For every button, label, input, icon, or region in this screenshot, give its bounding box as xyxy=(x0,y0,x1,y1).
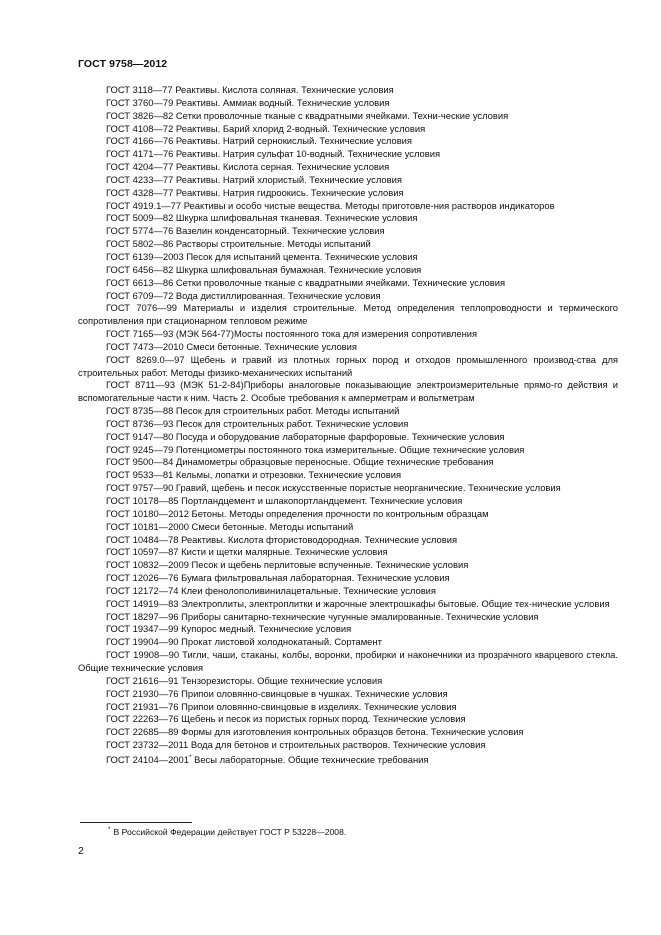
standard-title: Песок для испытаний цемента. Технические условия xyxy=(183,250,418,262)
reference-entry xyxy=(78,482,618,495)
reference-entry xyxy=(78,713,618,726)
standard-number: ГОСТ 12172—74 xyxy=(106,584,179,596)
reference-entry xyxy=(78,508,618,521)
standard-title: Динамометры образцовые переносные. Общие технические требования xyxy=(173,456,494,468)
standard-title: Смеси бетонные. Технические условия xyxy=(183,340,357,352)
reference-entry xyxy=(78,161,618,174)
standard-title: Тензорезисторы. Общие технические условия xyxy=(178,674,383,686)
standard-number: ГОСТ 9245—79 xyxy=(106,443,174,455)
standard-number: ГОСТ 19904—90 xyxy=(106,636,179,648)
reference-entry xyxy=(78,84,618,97)
standard-title: Смеси бетонные. Методы испытаний xyxy=(188,520,354,532)
standard-title: Бетоны. Методы определения прочности по контрольным образцам xyxy=(188,507,489,519)
standard-title: Реактивы. Натрий сернокислый. Технические условия xyxy=(173,135,412,147)
standard-number: ГОСТ 23732—2011 xyxy=(106,739,189,751)
standard-number: ГОСТ 22685—89 xyxy=(106,726,179,738)
standard-number: ГОСТ 18297—96 xyxy=(106,610,179,622)
reference-entry xyxy=(78,636,618,649)
standard-title: (МЭК 564-77)Мосты постоянного тока для измерения сопротивления xyxy=(173,328,478,340)
reference-entry xyxy=(78,328,618,341)
reference-entry xyxy=(78,623,618,636)
reference-entry xyxy=(78,585,618,598)
standard-title: Формы для изготовления контрольных образцов бетона. Технические условия xyxy=(178,726,524,738)
standard-title: Щебень и гравий из плотных горных пород и отходов промышленного производ-ства для строительных работ. Методы физико-механических испытаний xyxy=(78,353,618,378)
standard-title: Купорос медный. Технические условия xyxy=(178,623,352,635)
standard-number: ГОСТ 10180—2012 xyxy=(106,507,189,519)
footnote-divider xyxy=(80,822,192,823)
standard-number: ГОСТ 4108—72 xyxy=(106,122,174,134)
standard-number: ГОСТ 5774—76 xyxy=(106,225,174,237)
standard-title: Реактивы. Натрия сульфат 10-водный. Технические условия xyxy=(173,148,441,160)
reference-entry xyxy=(78,110,618,123)
standard-number: ГОСТ 7473—2010 xyxy=(106,340,184,352)
standard-number: ГОСТ 10181—2000 xyxy=(106,520,189,532)
standard-number: ГОСТ 9500—84 xyxy=(106,456,174,468)
standard-number: ГОСТ 5009—82 xyxy=(106,212,174,224)
standard-number: ГОСТ 19908—90 xyxy=(106,649,180,661)
reference-entry xyxy=(78,405,618,418)
standard-number: ГОСТ 3118—77 xyxy=(106,84,173,95)
standard-number: ГОСТ 10597—87 xyxy=(106,546,179,558)
standard-title: Реактивы. Кислота фтористоводородная. Технические условия xyxy=(178,533,458,545)
standard-number: ГОСТ 8711—93 xyxy=(106,379,176,391)
reference-entry xyxy=(78,546,618,559)
standard-title: Электроплиты, электроплитки и жарочные электрошкафы бытовые. Общие тех-нические условия xyxy=(178,597,610,609)
standard-number: ГОСТ 10832—2009 xyxy=(106,559,189,571)
standard-number: ГОСТ 8736—93 xyxy=(106,417,174,429)
standard-number: ГОСТ 21930—76 xyxy=(106,687,179,699)
reference-entry xyxy=(78,739,618,752)
standard-title: Реактивы. Аммиак водный. Технические условия xyxy=(173,96,390,108)
standard-number: ГОСТ 22263—76 xyxy=(106,713,179,725)
reference-entry xyxy=(78,418,618,431)
standard-title: Реактивы и особо чистые вещества. Методы приготовле-ния растворов индикаторов xyxy=(181,199,555,211)
standard-number: ГОСТ 4171—76 xyxy=(106,148,174,160)
standard-number: ГОСТ 4328—77 xyxy=(106,186,174,198)
reference-entry xyxy=(78,302,618,328)
standard-number: ГОСТ 9533—81 xyxy=(106,469,174,481)
reference-entry xyxy=(78,354,618,380)
document-header: ГОСТ 9758—2012 xyxy=(78,58,168,70)
standard-title: Вазелин конденсаторный. Технические условия xyxy=(173,225,385,237)
standard-title: Припои оловянно-свинцовые в изделиях. Технические условия xyxy=(178,700,457,712)
reference-entry xyxy=(78,726,618,739)
reference-entry xyxy=(78,123,618,136)
reference-entry xyxy=(78,469,618,482)
standard-number: ГОСТ 6456—82 xyxy=(106,263,174,275)
standard-number: ГОСТ 21616—91 xyxy=(106,674,179,686)
standard-number: ГОСТ 24104—2001 xyxy=(106,753,189,765)
reference-entry xyxy=(78,688,618,701)
standard-number: ГОСТ 10178—85 xyxy=(106,495,179,506)
standard-title: Песок и щебень перлитовые вспученные. Технические условия xyxy=(188,559,469,571)
standard-number: ГОСТ 12026—76 xyxy=(106,572,179,584)
standard-number: ГОСТ 4233—77 xyxy=(106,173,174,185)
standard-title: Реактивы. Кислота соляная. Технические условия xyxy=(172,84,394,95)
standard-title: Кисти и щетки малярные. Технические условия xyxy=(178,546,388,558)
reference-entry xyxy=(78,701,618,714)
standard-title: Растворы строительные. Методы испытаний xyxy=(173,238,371,250)
reference-entry xyxy=(78,277,618,290)
reference-entry xyxy=(78,379,618,405)
standard-number: ГОСТ 14919—83 xyxy=(106,597,179,609)
standard-number: ГОСТ 6139—2003 xyxy=(106,250,184,262)
standard-title: Портландцемент и шлакопортландцемент. Технические условия xyxy=(178,495,463,506)
footnote-reference-mark: * xyxy=(188,753,192,761)
standard-title: Песок для строительных работ. Методы испытаний xyxy=(173,405,400,417)
standard-title: Щебень и песок из пористых горных пород. Технические условия xyxy=(178,713,466,725)
standard-title: Тигли, чаши, стаканы, колбы, воронки, пробирки и наконечники из прозрачного кварцевого стекла. Общие технические условия xyxy=(78,649,618,673)
standard-number: ГОСТ 6709—72 xyxy=(106,289,174,301)
standard-title: Реактивы. Натрий хлористый. Технические условия xyxy=(173,173,402,185)
reference-entry xyxy=(78,456,618,469)
reference-entry xyxy=(78,148,618,161)
standard-number: ГОСТ 3760—79 xyxy=(106,96,174,108)
reference-entry xyxy=(78,264,618,277)
standard-title: Клеи фенолополивинилацетальные. Технические условия xyxy=(178,584,436,596)
references-list xyxy=(78,84,618,767)
standard-title: Вода для бетонов и строительных растворов. Технические условия xyxy=(188,739,486,751)
standard-number: ГОСТ 19347—99 xyxy=(106,623,179,635)
footnote-mark: * xyxy=(108,826,111,833)
reference-entry xyxy=(78,649,618,675)
page-number: 2 xyxy=(78,845,84,857)
standard-number: ГОСТ 4204—77 xyxy=(106,161,174,173)
reference-entry xyxy=(78,238,618,251)
reference-entry xyxy=(78,212,618,225)
standard-title: Весы лабораторные. Общие технические требования xyxy=(191,753,429,765)
standard-number: ГОСТ 10484—78 xyxy=(106,533,179,545)
standard-title: Приборы санитарно-технические чугунные эмалированные. Технические условия xyxy=(178,610,539,622)
standard-number: ГОСТ 5802—86 xyxy=(106,238,174,250)
standard-number: ГОСТ 7076—99 xyxy=(106,302,177,314)
reference-entry xyxy=(78,559,618,572)
standard-title: Гравий, щебень и песок искусственные пористые неорганические. Технические условия xyxy=(173,482,561,494)
reference-entry xyxy=(78,611,618,624)
footnote-text: В Российской Федерации действует ГОСТ Р 53228—2008. xyxy=(113,827,347,837)
reference-entry xyxy=(78,752,618,767)
reference-entry xyxy=(78,534,618,547)
standard-title: Шкурка шлифовальная тканевая. Технические условия xyxy=(173,212,418,224)
standard-number: ГОСТ 8735—88 xyxy=(106,405,174,417)
standard-title: Материалы и изделия строительные. Метод определения теплопроводности и термического сопротивления при стационарном тепловом режиме xyxy=(78,302,618,327)
standard-number: ГОСТ 4919.1—77 xyxy=(106,199,182,211)
standard-number: ГОСТ 9757—90 xyxy=(106,482,174,494)
standard-title: Посуда и оборудование лабораторные фарфоровые. Технические условия xyxy=(173,430,505,442)
standard-title: Реактивы. Натрия гидроокись. Технические условия xyxy=(173,186,404,198)
standard-title: Бумага фильтровальная лабораторная. Технические условия xyxy=(178,572,450,584)
standard-number: ГОСТ 3826—82 xyxy=(106,109,174,121)
standard-number: ГОСТ 21931—76 xyxy=(106,700,179,712)
reference-entry xyxy=(78,225,618,238)
standard-title: Реактивы. Барий хлорид 2-водный. Технические условия xyxy=(173,122,426,134)
footnote xyxy=(108,826,346,837)
reference-entry xyxy=(78,200,618,213)
standard-number: ГОСТ 4166—76 xyxy=(106,135,174,147)
reference-entry xyxy=(78,598,618,611)
standard-title: Прокат листовой холоднокатаный. Сортамент xyxy=(178,636,382,648)
standard-number: ГОСТ 9147—80 xyxy=(106,430,174,442)
standard-title: Реактивы. Кислота серная. Технические условия xyxy=(173,161,390,173)
reference-entry xyxy=(78,174,618,187)
reference-entry xyxy=(78,521,618,534)
reference-entry xyxy=(78,444,618,457)
standard-number: ГОСТ 8269.0—97 xyxy=(106,353,185,365)
reference-entry xyxy=(78,251,618,264)
reference-entry xyxy=(78,675,618,688)
reference-entry xyxy=(78,341,618,354)
standard-title: (МЭК 51-2-84)Приборы аналоговые показывающие электроизмерительные прямо-го действия и вспомогательные части к ним. Часть 2. Особые требования к амперметрам и вольтметрам xyxy=(78,379,618,404)
standard-title: Потенциометры постоянного тока измерительные. Общие технические условия xyxy=(173,443,525,455)
standard-title: Кельмы, лопатки и отрезовки. Технические условия xyxy=(173,469,402,481)
standard-title: Песок для строительных работ. Технические условия xyxy=(173,417,409,429)
standard-title: Сетки проволочные тканые с квадратными ячейками. Технические условия xyxy=(173,276,506,288)
standard-title: Шкурка шлифовальная бумажная. Технические условия xyxy=(173,263,422,275)
reference-entry xyxy=(78,572,618,585)
reference-entry xyxy=(78,290,618,303)
reference-entry xyxy=(78,495,618,508)
standard-title: Сетки проволочные тканые с квадратными ячейками. Техни-ческие условия xyxy=(173,109,509,121)
reference-entry xyxy=(78,431,618,444)
standard-number: ГОСТ 7165—93 xyxy=(106,328,174,340)
reference-entry xyxy=(78,187,618,200)
reference-entry xyxy=(78,135,618,148)
standard-title: Вода дистиллированная. Технические условия xyxy=(173,289,381,301)
reference-entry xyxy=(78,97,618,110)
standard-number: ГОСТ 6613—86 xyxy=(106,276,174,288)
standard-title: Припои оловянно-свинцовые в чушках. Технические условия xyxy=(178,687,448,699)
